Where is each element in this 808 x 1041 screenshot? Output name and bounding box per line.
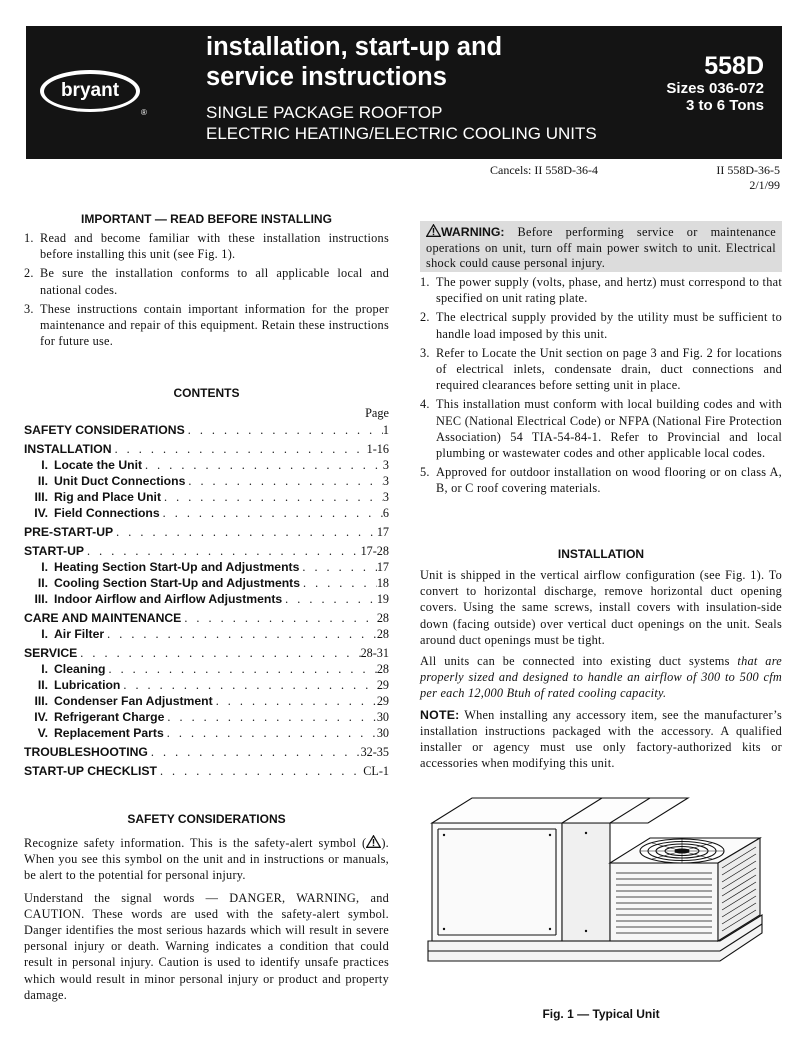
contents-row-label: Indoor Airflow and Airflow Adjustments	[54, 592, 283, 606]
contents-row	[24, 524, 389, 540]
contents-row	[24, 709, 389, 725]
tons-range: 3 to 6 Tons	[685, 97, 764, 114]
document-title	[206, 32, 502, 92]
contents-row-label: Condenser Fan Adjustment	[54, 694, 213, 708]
contents-row-page: 28	[376, 611, 389, 625]
leader-dots	[160, 505, 383, 521]
installation-paragraph-1: Unit is shipped in the vertical airflow configuration (see Fig. 1). To convert to horizontal discharge, remove horizontal duct opening covers. Using the same screws, install covers with insulation-side down (facing outside) over vertical duct openings on the unit. Seals around duct openings must be tight.	[420, 568, 782, 647]
contents-row-number: II.	[37, 474, 48, 488]
contents-row-number: II.	[37, 678, 48, 692]
contents-row	[24, 591, 389, 607]
contents-row-label: Rig and Place Unit	[54, 490, 161, 504]
leader-dots	[104, 626, 377, 642]
contents-list	[24, 422, 389, 779]
safety-heading: SAFETY CONSIDERATIONS	[127, 812, 286, 826]
leader-dots	[142, 457, 383, 473]
list-item: 5. Approved for outdoor installation on wood flooring or on class A, B, or C roof covering materials.	[420, 465, 782, 496]
leader-dots	[120, 677, 376, 693]
contents-row-number: II.	[37, 576, 48, 590]
contents-row-label: Air Filter	[54, 627, 105, 641]
contents-row-number: III.	[34, 490, 48, 504]
leader-dots	[213, 693, 377, 709]
contents-row-page: 30	[376, 726, 389, 740]
document-subtitle	[206, 102, 597, 144]
contents-row-label: PRE-START-UP	[24, 525, 114, 539]
leader-dots	[185, 473, 383, 489]
leader-dots	[282, 591, 377, 607]
contents-row	[24, 645, 389, 661]
contents-row	[24, 610, 389, 626]
leader-dots	[299, 559, 376, 575]
contents-row-number: IV.	[34, 710, 48, 724]
contents-row	[24, 626, 389, 642]
important-heading: IMPORTANT — READ BEFORE INSTALLING	[81, 212, 332, 226]
warning-box	[420, 221, 782, 272]
important-section	[24, 212, 389, 352]
title-line-1: installation, start-up and	[206, 33, 503, 61]
list-item: 2. The electrical supply provided by the utility must be sufficient to handle load imposed by this unit.	[420, 310, 782, 341]
leader-dots	[164, 709, 376, 725]
safety-section	[24, 812, 389, 1003]
contents-row	[24, 575, 389, 591]
installation-note: NOTE: When installing any accessory item, see the manufacturer’s installation instructions packaged with the accessory. A qualified installer or agency must use only factory-authorized kits or accessories when modifying this unit.	[420, 707, 782, 771]
contents-row-label: Field Connections	[54, 506, 160, 520]
contents-row	[24, 693, 389, 709]
contents-row	[24, 725, 389, 741]
contents-row-label: Replacement Parts	[54, 726, 164, 740]
model-number: 558D	[704, 52, 764, 80]
installation-paragraph-2: All units can be connected into existing duct systems that are properly sized and designed to handle an airflow of 300 to 500 cfm per each 12,000 Btuh of rated cooling capacity.	[420, 654, 782, 701]
list-item: 4. This installation must conform with local building codes and with NEC (National Electrical Code) or NFPA (National Fire Protection Association) 54 TIA-54-84-1. Refer to Provincial and local plumbing or wastewater codes and other applicable local codes.	[420, 397, 782, 461]
page-label: Page	[365, 406, 389, 420]
contents-row-page: 3	[382, 458, 389, 472]
contents-row-page: 29	[376, 694, 389, 708]
bryant-logo	[40, 70, 140, 112]
doc-number: II 558D-36-5	[716, 163, 780, 177]
contents-row	[24, 441, 389, 457]
model-sizes	[666, 80, 764, 114]
doc-date: 2/1/99	[749, 178, 780, 192]
contents-row	[24, 505, 389, 521]
list-item: 3. Refer to Locate the Unit section on page 3 and Fig. 2 for locations of electrical inlets, condensate drain, duct connections and required clearances before setting unit in place.	[420, 345, 782, 393]
contents-row-label: Cleaning	[54, 662, 106, 676]
contents-row	[24, 763, 389, 779]
contents-row-label: Cooling Section Start-Up and Adjustments	[54, 576, 301, 590]
unit-illustration	[420, 793, 782, 998]
leader-dots	[113, 524, 377, 540]
subtitle-line-1: SINGLE PACKAGE ROOFTOP	[206, 103, 443, 122]
requirements-list	[420, 274, 782, 497]
leader-dots	[157, 763, 363, 779]
document-number	[716, 163, 780, 193]
contents-row	[24, 661, 389, 677]
subtitle-line-2: ELECTRIC HEATING/ELECTRIC COOLING UNITS	[206, 124, 597, 143]
contents-row	[24, 677, 389, 693]
contents-heading: CONTENTS	[173, 386, 240, 400]
contents-row	[24, 559, 389, 575]
contents-row-page: 1	[382, 423, 389, 437]
contents-row-label: Locate the Unit	[54, 458, 143, 472]
contents-row	[24, 473, 389, 489]
leader-dots	[164, 725, 377, 741]
list-item: 2. Be sure the installation conforms to all applicable local and national codes.	[24, 266, 389, 297]
cancels-note: Cancels: II 558D-36-4	[490, 163, 598, 177]
contents-row	[24, 744, 389, 760]
leader-dots	[161, 489, 383, 505]
warning-text: Before performing service or maintenance operations on unit, turn off main power switch to unit. Electrical shock could cause personal injury.	[426, 225, 776, 270]
contents-row-label: Lubrication	[54, 678, 121, 692]
contents-row-page: 1-16	[366, 442, 389, 456]
contents-row-page: 3	[382, 474, 389, 488]
contents-row-label: INSTALLATION	[24, 442, 112, 456]
contents-row-number: I.	[41, 627, 48, 641]
contents-row-label: SERVICE	[24, 646, 78, 660]
contents-section	[24, 386, 389, 779]
contents-row-page: 6	[382, 506, 389, 520]
contents-row-number: I.	[41, 662, 48, 676]
contents-row-label: SAFETY CONSIDERATIONS	[24, 423, 185, 437]
safety-alert-icon	[366, 835, 381, 848]
contents-row-number: III.	[34, 592, 48, 606]
contents-row	[24, 543, 389, 559]
rooftop-unit-drawing	[420, 793, 782, 998]
contents-row-page: 28	[376, 627, 389, 641]
contents-row-number: I.	[41, 560, 48, 574]
contents-row-label: CARE AND MAINTENANCE	[24, 611, 182, 625]
contents-row-page: 32-35	[360, 745, 389, 759]
figure-caption: Fig. 1 — Typical Unit	[542, 1007, 660, 1021]
list-item: 1. Read and become familiar with these installation instructions before installing this unit (see Fig. 1).	[24, 231, 389, 262]
installation-section	[420, 547, 782, 771]
leader-dots	[181, 610, 377, 626]
contents-row-number: III.	[34, 694, 48, 708]
leader-dots	[84, 543, 361, 559]
header-banner	[26, 26, 782, 159]
contents-row-page: 17	[376, 560, 389, 574]
contents-row-label: Heating Section Start-Up and Adjustments	[54, 560, 300, 574]
leader-dots	[112, 441, 367, 457]
list-item: 3. These instructions contain important information for the proper maintenance and repair of this equipment. Retain these instructions for future use.	[24, 301, 389, 349]
leader-dots	[77, 645, 360, 661]
contents-row	[24, 489, 389, 505]
warning-alert-icon	[426, 224, 441, 237]
contents-row-page: 28	[376, 662, 389, 676]
requirements-section	[420, 274, 782, 500]
contents-row-label: START-UP	[24, 544, 85, 558]
contents-row-label: TROUBLESHOOTING	[24, 745, 148, 759]
important-list	[24, 230, 389, 349]
contents-row-page: 30	[376, 710, 389, 724]
contents-row-page: 18	[376, 576, 389, 590]
warning-label: WARNING:	[441, 225, 505, 239]
leader-dots	[300, 575, 377, 591]
contents-row-page: 17-28	[360, 544, 389, 558]
leader-dots	[185, 422, 383, 438]
contents-row	[24, 422, 389, 438]
contents-row	[24, 457, 389, 473]
sizes-range: Sizes 036-072	[666, 80, 764, 97]
list-item: 1. The power supply (volts, phase, and hertz) must correspond to that specified on unit rating plate.	[420, 275, 782, 306]
leader-dots	[148, 744, 361, 760]
contents-row-page: 17	[376, 525, 389, 539]
title-line-2: service instructions	[206, 63, 447, 91]
contents-row-number: IV.	[34, 506, 48, 520]
registered-mark: ®	[141, 108, 147, 117]
contents-row-number: V.	[37, 726, 48, 740]
leader-dots	[105, 661, 376, 677]
contents-row-page: 19	[376, 592, 389, 606]
contents-row-label: Unit Duct Connections	[54, 474, 186, 488]
contents-row-number: I.	[41, 458, 48, 472]
logo-text: bryant	[44, 74, 136, 109]
contents-row-page: 29	[376, 678, 389, 692]
contents-row-label: START-UP CHECKLIST	[24, 764, 157, 778]
contents-row-page: 3	[382, 490, 389, 504]
contents-row-page: 28-31	[360, 646, 389, 660]
installation-heading: INSTALLATION	[557, 547, 645, 561]
contents-row-page: CL-1	[363, 764, 389, 778]
safety-paragraph-2: Understand the signal words — DANGER, WARNING, and CAUTION. These words are used with the safety-alert symbol. Danger identifies the most serious hazards which will result in severe personal injury or death. Warning indicates a condition that could result in personal injury. Caution is used to identify unsafe practices which would result in minor personal injury or product and property damage.	[24, 890, 389, 1002]
contents-row-label: Refrigerant Charge	[54, 710, 165, 724]
safety-paragraph-1: Recognize safety information. This is the safety-alert symbol ( ). When you see this symbol on the unit and in instructions or manuals, be alert to the potential for personal injury.	[24, 836, 389, 883]
